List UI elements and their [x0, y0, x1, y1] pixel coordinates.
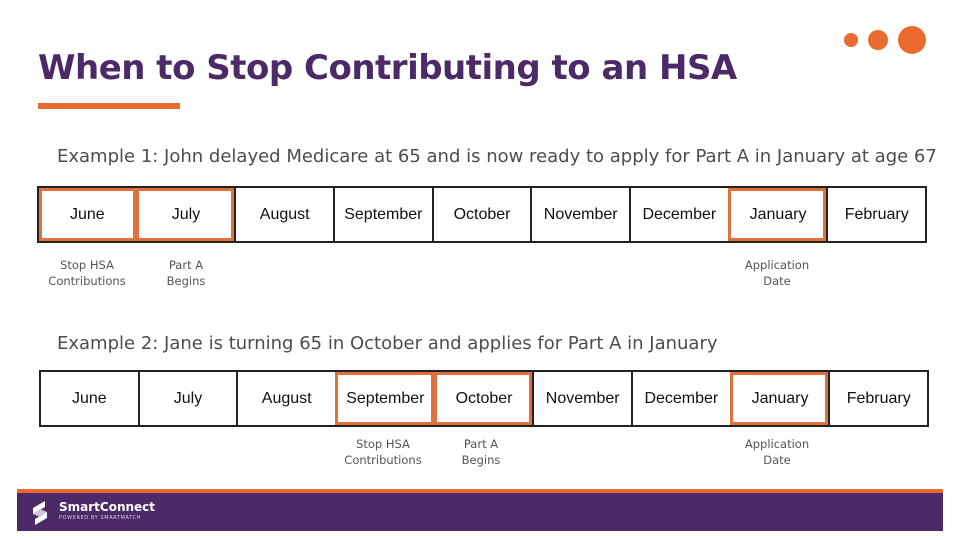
- month-cell: August: [236, 372, 335, 425]
- month-cell: June: [39, 188, 136, 241]
- month-cell: September: [335, 372, 434, 425]
- month-cell: December: [631, 372, 730, 425]
- month-cell: January: [730, 372, 829, 425]
- large-dot: [898, 26, 926, 54]
- month-cell: December: [629, 188, 728, 241]
- month-cell: November: [532, 372, 631, 425]
- decorative-dots: [840, 24, 930, 54]
- stop-hsa-note: Stop HSA Contributions: [344, 437, 422, 467]
- month-cell: November: [530, 188, 629, 241]
- month-cell: July: [138, 372, 237, 425]
- slide-title: When to Stop Contributing to an HSA: [38, 48, 737, 88]
- stop-hsa-note: Stop HSA Contributions: [48, 258, 126, 288]
- part-a-begins-note: Part A Begins: [461, 437, 501, 467]
- smartconnect-logo-icon: [27, 498, 53, 528]
- example1-timeline: [37, 186, 927, 243]
- brand-tagline: POWERED BY SMARTMATCH: [59, 515, 141, 521]
- example2-title: Example 2: Jane is turning 65 in October and applies for Part A in January: [57, 333, 718, 354]
- month-cell: October: [432, 188, 531, 241]
- part-a-begins-note: Part A Begins: [166, 258, 206, 288]
- month-cell: January: [728, 188, 827, 241]
- application-date-note: Application Date: [744, 258, 810, 288]
- example1-title: Example 1: John delayed Medicare at 65 and is now ready to apply for Part A in January at age 67: [57, 146, 937, 167]
- month-cell: July: [136, 188, 235, 241]
- month-cell: February: [826, 188, 925, 241]
- example2-timeline: [39, 370, 929, 427]
- month-cell: September: [333, 188, 432, 241]
- application-date-note: Application Date: [744, 437, 810, 467]
- month-cell: August: [234, 188, 333, 241]
- medium-dot: [868, 30, 888, 50]
- small-dot: [844, 33, 858, 47]
- footer-bar: [17, 489, 943, 531]
- brand-name: SmartConnect: [59, 500, 156, 514]
- month-cell: October: [434, 372, 533, 425]
- month-cell: February: [828, 372, 927, 425]
- title-underline: [38, 103, 180, 109]
- month-cell: June: [71, 389, 107, 407]
